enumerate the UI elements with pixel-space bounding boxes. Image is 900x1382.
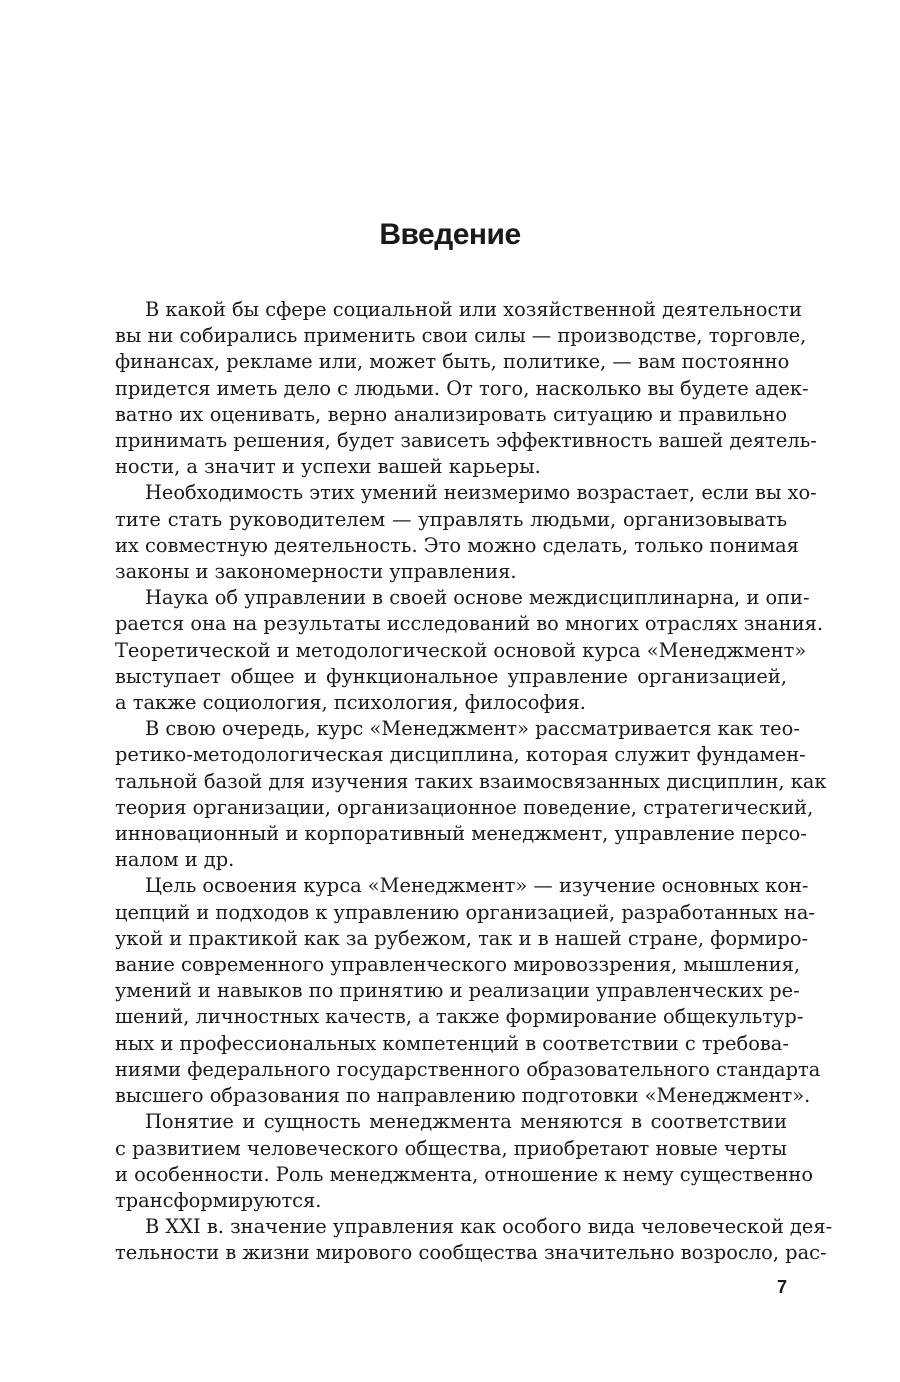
text-line: налом и др. — [115, 848, 235, 872]
body-text — [115, 297, 833, 1267]
text-line: финансах, рекламе или, может быть, политике, — вам постоянно — [115, 350, 790, 374]
text-line: В какой бы сфере социальной или хозяйственной деятельности — [145, 298, 802, 321]
text-line: вание современного управленческого мировоззрения, мышления, — [115, 953, 800, 977]
text-line: с развитием человеческого общества, приобретают новые черты — [115, 1136, 787, 1160]
text-line: цепций и подходов к управлению организацией, разработанных на- — [115, 900, 815, 924]
text-line: В свою очередь, курс «Менеджмент» рассматривается как тео- — [145, 717, 800, 741]
text-line: Теоретической и методологической основой курса «Менеджмент» — [115, 638, 807, 662]
paragraph — [115, 480, 817, 585]
text-line: умений и навыков по принятию и реализации управленческих ре- — [115, 979, 800, 1003]
text-line: ватно их оценивать, верно анализировать ситуацию и правильно — [115, 402, 787, 426]
text-line: и особенности. Роль менеджмента, отношение к нему существенно — [115, 1162, 813, 1186]
paragraph — [115, 716, 827, 873]
text-line: тальной базой для изучения таких взаимосвязанных дисциплин, как — [115, 769, 827, 793]
text-line: рается она на результаты исследований во многих отраслях знания. — [115, 612, 824, 636]
paragraph — [115, 1214, 833, 1266]
text-line: ных и профессиональных компетенций в соответствии с требова- — [115, 1031, 789, 1055]
paragraph — [115, 873, 821, 1109]
text-line: теория организации, организационное поведение, стратегический, — [115, 795, 814, 819]
text-line: тельности в жизни мирового сообщества значительно возросло, рас- — [115, 1241, 827, 1265]
text-line: а также социология, психология, философия. — [115, 691, 586, 715]
page-number: 7 — [776, 1277, 787, 1297]
text-line: выступает общее и функциональное управление организацией, — [115, 664, 787, 688]
text-line: Необходимость этих умений неизмеримо возрастает, если вы хо- — [145, 481, 817, 505]
text-line: ниями федерального государственного образовательного стандарта — [115, 1057, 821, 1081]
text-line: ретико-методологическая дисциплина, которая служит фундамен- — [115, 743, 806, 767]
text-line: законы и закономерности управления. — [115, 560, 517, 584]
text-line: Цель освоения курса «Менеджмент» — изучение основных кон- — [145, 874, 809, 898]
paragraph — [115, 1109, 813, 1214]
text-line: тите стать руководителем — управлять людьми, организовывать — [115, 507, 787, 531]
text-line: ности, а значит и успехи вашей карьеры. — [115, 455, 541, 479]
text-line: высшего образования по направлению подготовки «Менеджмент». — [115, 1084, 811, 1108]
text-line: их совместную деятельность. Это можно сделать, только понимая — [115, 533, 799, 557]
text-line: трансформируются. — [115, 1188, 322, 1212]
chapter-title: Введение — [379, 218, 521, 251]
text-line: вы ни собирались применить свои силы — производстве, торговле, — [115, 324, 807, 348]
text-line: укой и практикой как за рубежом, так и в нашей стране, формиро- — [115, 926, 809, 950]
text-line: Наука об управлении в своей основе междисциплинарна, и опи- — [145, 586, 810, 610]
text-line: придется иметь дело с людьми. От того, насколько вы будете адек- — [115, 376, 809, 400]
text-line: шений, личностных качеств, а также формирование общекультур- — [115, 1005, 804, 1029]
text-line: инновационный и корпоративный менеджмент, управление персо- — [115, 822, 807, 846]
paragraph — [115, 297, 817, 480]
paragraph — [115, 585, 824, 716]
text-line: принимать решения, будет зависеть эффективность вашей деятель- — [115, 429, 817, 453]
text-line: В XXI в. значение управления как особого вида человеческой дея- — [145, 1215, 833, 1239]
text-line: Понятие и сущность менеджмента меняются в соответствии — [145, 1110, 787, 1134]
